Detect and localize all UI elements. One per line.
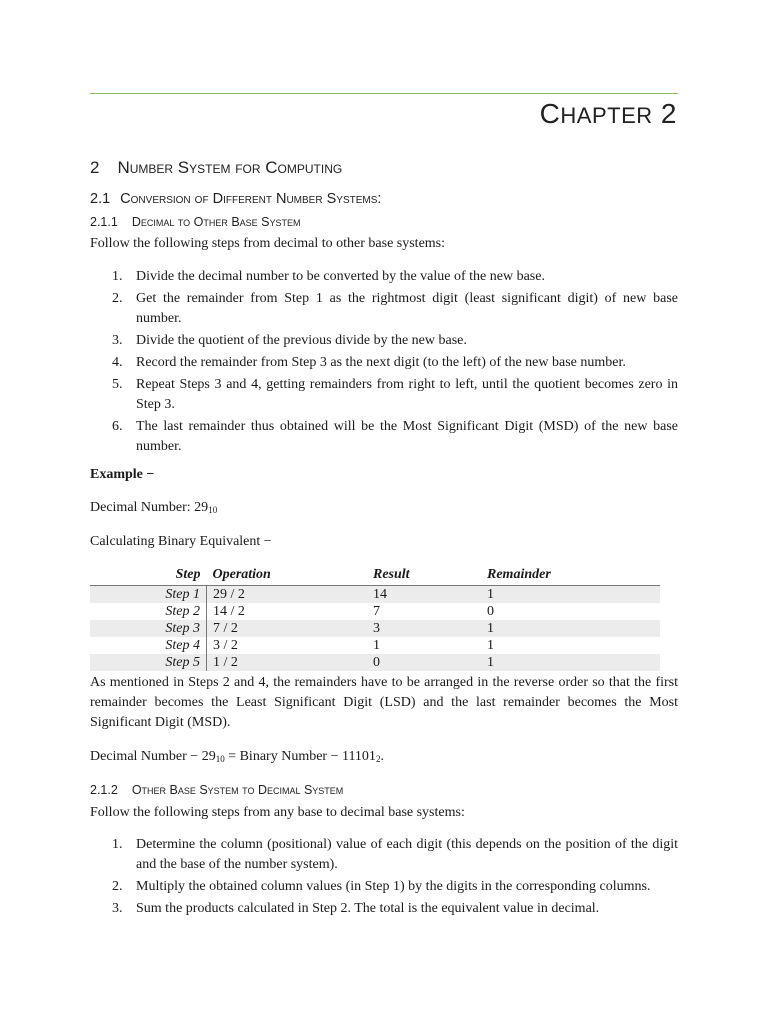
cell-operation: 14 / 2 — [213, 604, 245, 619]
table-row — [90, 654, 660, 671]
column-header-step: Step — [90, 566, 207, 586]
list-item: 1. Determine the column (positional) value of each digit (this depends on the position of the digit and the base of the number system). — [112, 837, 678, 872]
list-item: 1. Divide the decimal number to be converted by the value of the new base. — [112, 269, 545, 284]
cell-remainder: 0 — [487, 604, 494, 619]
section-heading-2-1-1: 2.1.1 Decimal to Other Base System — [90, 215, 301, 229]
intro-paragraph-1: Follow the following steps from decimal to other base systems: — [90, 236, 446, 251]
cell-step: Step 5 — [90, 654, 207, 671]
cell-result: 3 — [373, 620, 487, 637]
cell-remainder: 1 — [487, 654, 660, 671]
decimal-steps-list — [90, 267, 678, 459]
table-row — [90, 620, 660, 637]
column-header-result: Result — [373, 566, 487, 586]
calc-binary-label: Calculating Binary Equivalent − — [90, 534, 272, 549]
cell-operation: 1 / 2 — [207, 654, 374, 671]
table-row — [90, 603, 660, 620]
column-header-operation: Operation — [207, 566, 374, 586]
header-rule — [90, 93, 678, 94]
equation-line: Decimal Number − $29_{10}$ = Binary Number − $11101_2$. — [90, 749, 384, 764]
cell-remainder: 1 — [487, 586, 660, 604]
cell-step: Step 2 — [90, 603, 207, 620]
cell-result: 1 — [373, 638, 380, 653]
cell-result: 7 — [373, 604, 380, 619]
cell-step: Step 3 — [90, 620, 207, 637]
list-item: 2. Multiply the obtained column values (in Step 1) by the digits in the corresponding columns. — [112, 879, 651, 894]
table-row — [90, 586, 660, 604]
list-item: 5. Repeat Steps 3 and 4, getting remainders from right to left, until the quotient becomes zero in Step 3. — [112, 377, 678, 412]
cell-remainder: 1 — [487, 638, 494, 653]
section-heading-2: 2 Number System for Computing — [90, 158, 343, 177]
cell-remainder: 1 — [487, 620, 660, 637]
section-heading-2-1: 2.1 Conversion of Different Number Systems: — [90, 191, 382, 207]
cell-operation: 29 / 2 — [207, 586, 374, 604]
cell-step: Step 4 — [90, 637, 207, 654]
intro-paragraph-2: Follow the following steps from any base to decimal base systems: — [90, 805, 465, 820]
list-item: 3. Divide the quotient of the previous divide by the new base. — [112, 333, 467, 348]
chapter-title: CHAPTER 2 — [539, 98, 677, 129]
table-header-row — [90, 566, 660, 586]
example-label: Example − — [90, 467, 155, 482]
decimal-number-line: Decimal Number: $29_{10}$ — [90, 500, 218, 515]
list-item: 3. Sum the products calculated in Step 2. The total is the equivalent value in decimal. — [112, 901, 600, 916]
column-header-remainder: Remainder — [487, 566, 660, 586]
list-item: 4. Record the remainder from Step 3 as the next digit (to the left) of the new base number. — [112, 355, 626, 370]
cell-result: 0 — [373, 654, 487, 671]
list-item: 6. The last remainder thus obtained will be the Most Significant Digit (MSD) of the new base number. — [112, 419, 678, 454]
after-table-paragraph: As mentioned in Steps 2 and 4, the remainders have to be arranged in the reverse order so that the first remainder becomes the Least Significant Digit (LSD) and the last remainder becomes the Most Significant Digit (MSD). — [90, 675, 678, 730]
conversion-table — [90, 566, 660, 671]
cell-result: 14 — [373, 586, 487, 604]
cell-operation: 7 / 2 — [207, 620, 374, 637]
section-heading-2-1-2: 2.1.2 Other Base System to Decimal System — [90, 783, 344, 797]
cell-operation: 3 / 2 — [213, 638, 238, 653]
cell-step: Step 1 — [90, 586, 207, 604]
base-to-decimal-steps-list — [90, 835, 678, 921]
table-row — [90, 637, 660, 654]
list-item: 2. Get the remainder from Step 1 as the rightmost digit (least significant digit) of new base number. — [112, 291, 678, 326]
